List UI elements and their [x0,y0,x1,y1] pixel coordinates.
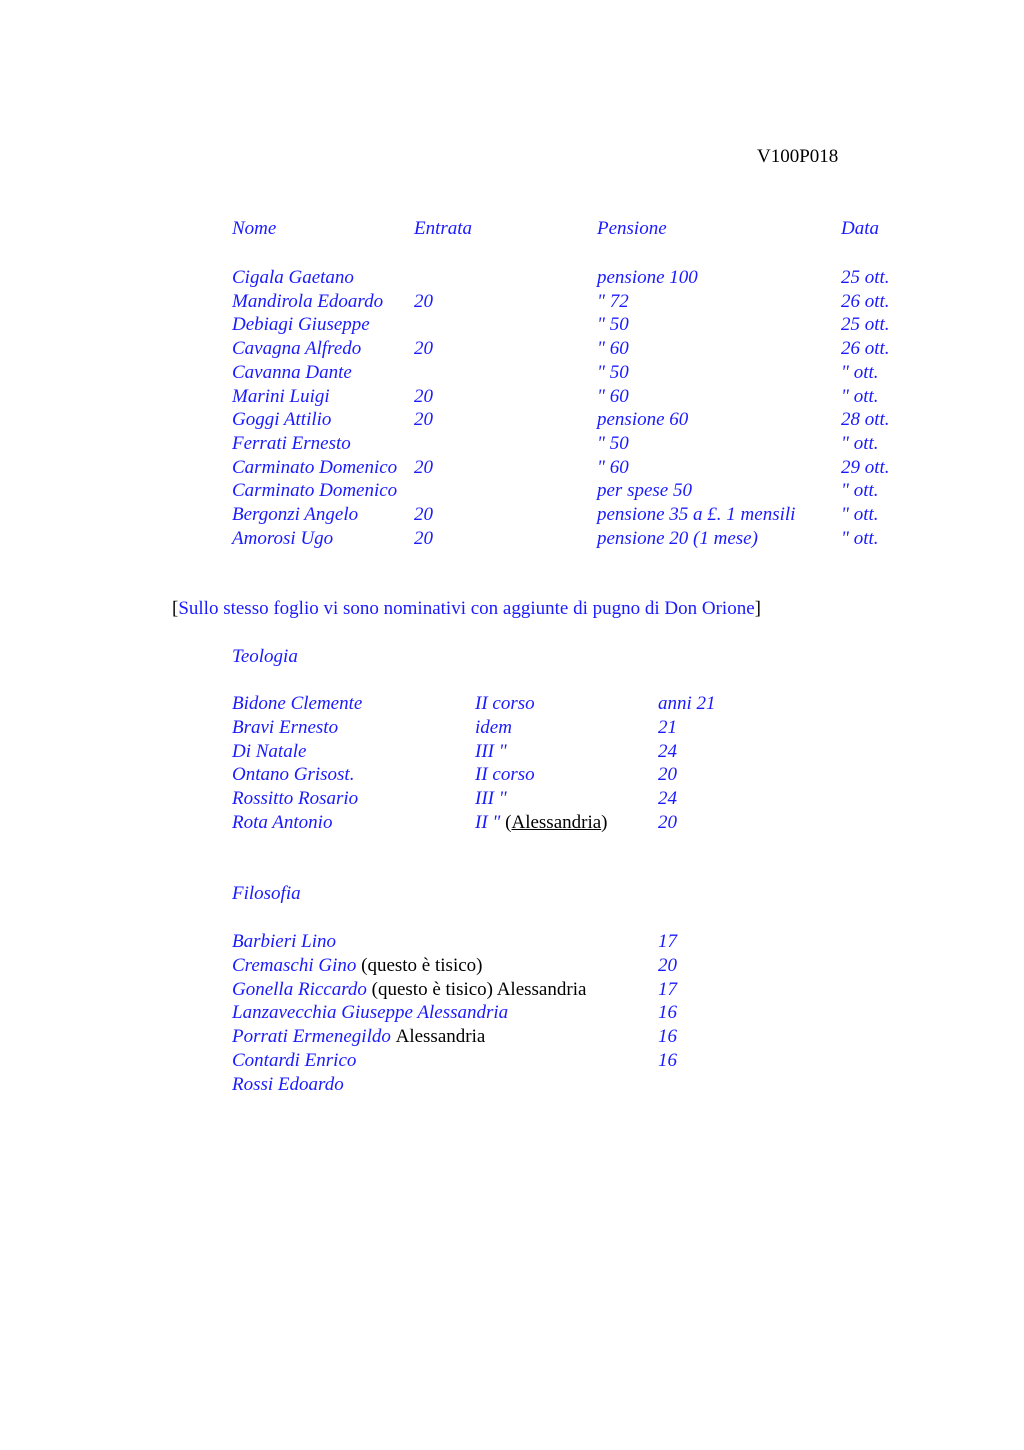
filosofia-annotation: (questo è tisico) Alessandria [371,979,587,1000]
filosofia-name-cell [232,1049,356,1073]
ledger-data: 26 ott. [841,338,890,359]
filosofia-name-cell [232,1073,344,1097]
ledger-row [0,479,1024,503]
teologia-name: Rossitto Rosario [232,788,359,809]
ledger-pensione: pensione 100 [597,267,698,288]
ledger-data: " ott. [841,362,879,383]
teologia-age: 24 [658,788,677,809]
ledger-data: " ott. [841,480,879,501]
teologia-course [475,763,535,787]
teologia-course-paren-open: ( [505,812,512,833]
teologia-age: 20 [658,812,677,833]
teologia-course-value: idem [475,717,512,738]
ledger-pensione: " 60 [597,386,629,407]
teologia-course [475,692,535,716]
ledger-data: " ott. [841,433,879,454]
section-title-teologia: Teologia [232,646,298,667]
ledger-row [0,361,1024,385]
filosofia-row [0,930,1024,954]
ledger-nome: Cavanna Dante [232,362,352,383]
filosofia-name: Rossi Edoardo [232,1074,344,1095]
ledger-pensione: pensione 20 (1 mese) [597,528,758,549]
ledger-nome: Marini Luigi [232,386,330,407]
ledger-row [0,337,1024,361]
teologia-name: Bidone Clemente [232,693,363,714]
ledger-nome: Amorosi Ugo [232,528,334,549]
filosofia-row [0,978,1024,1002]
teologia-course [475,787,507,811]
filosofia-annotation: (questo è tisico) [361,955,483,976]
ledger-entrata: 20 [414,291,433,312]
note-text: Sullo stesso foglio vi sono nominativi con aggiunte di pugno di Don Orione [178,598,755,619]
teologia-row [0,763,1024,787]
teologia-row [0,811,1024,835]
ledger-pensione: " 50 [597,433,629,454]
ledger-pensione: " 50 [597,362,629,383]
teologia-course-paren-close: ) [601,812,608,833]
teologia-row [0,692,1024,716]
filosofia-name: Cremaschi Gino [232,955,357,976]
filosofia-name: Porrati Ermenegildo [232,1026,391,1047]
ledger-data: 29 ott. [841,457,890,478]
note-open-bracket: [ [172,598,179,619]
ledger-header-row [0,217,1024,241]
filosofia-name-cell [232,1001,508,1025]
note-close-bracket: ] [754,598,761,619]
ledger-row [0,408,1024,432]
teologia-age: 21 [658,717,677,738]
filosofia-age: 20 [658,955,677,976]
teologia-course-place: Alessandria [511,812,602,833]
ledger-row [0,290,1024,314]
ledger-pensione: " 60 [597,457,629,478]
ledger-nome: Goggi Attilio [232,409,332,430]
filosofia-age: 16 [658,1026,677,1047]
filosofia-age: 17 [658,931,677,952]
ledger-entrata: 20 [414,338,433,359]
teologia-course [475,740,507,764]
ledger-pensione: " 60 [597,338,629,359]
ledger-pensione: pensione 60 [597,409,689,430]
ledger-entrata: 20 [414,504,433,525]
filosofia-name-cell [232,930,336,954]
teologia-row [0,787,1024,811]
ledger-pensione: per spese 50 [597,480,692,501]
teologia-name: Di Natale [232,741,307,762]
teologia-name: Ontano Grisost. [232,764,355,785]
ledger-nome: Cigala Gaetano [232,267,354,288]
filosofia-name: Contardi Enrico [232,1050,357,1071]
ledger-row [0,313,1024,337]
teologia-course [475,716,512,740]
ledger-row [0,527,1024,551]
page-id: V100P018 [757,146,839,167]
filosofia-name-cell [232,954,482,978]
ledger-pensione: " 72 [597,291,629,312]
filosofia-name: Gonella Riccardo [232,979,367,1000]
teologia-name: Bravi Ernesto [232,717,339,738]
ledger-row [0,385,1024,409]
filosofia-row [0,1049,1024,1073]
teologia-age: anni 21 [658,693,716,714]
ledger-nome: Mandirola Edoardo [232,291,384,312]
teologia-course-value: II corso [475,693,535,714]
ledger-entrata: 20 [414,528,433,549]
teologia-row [0,740,1024,764]
filosofia-row [0,954,1024,978]
ledger-pensione: " 50 [597,314,629,335]
teologia-name: Rota Antonio [232,812,333,833]
filosofia-name-cell [232,1025,485,1049]
filosofia-name-cell [232,978,586,1002]
ledger-nome: Cavagna Alfredo [232,338,362,359]
teologia-age: 24 [658,741,677,762]
editorial-note [172,597,761,621]
teologia-age: 20 [658,764,677,785]
ledger-pensione: pensione 35 a £. 1 mensili [597,504,796,525]
ledger-nome: Debiagi Giuseppe [232,314,370,335]
ledger-row [0,456,1024,480]
section-title-filosofia: Filosofia [232,883,301,904]
teologia-course-value: III " [475,741,507,762]
ledger-data: 28 ott. [841,409,890,430]
ledger-entrata: 20 [414,457,433,478]
header-data: Data [841,218,879,239]
ledger-data: " ott. [841,504,879,525]
ledger-data: 26 ott. [841,291,890,312]
header-nome: Nome [232,218,277,239]
ledger-entrata: 20 [414,409,433,430]
teologia-row [0,716,1024,740]
teologia-course-value: III " [475,788,507,809]
header-pensione: Pensione [597,218,667,239]
teologia-course [475,811,608,835]
filosofia-annotation: Alessandria [395,1026,486,1047]
filosofia-name: Barbieri Lino [232,931,336,952]
ledger-row [0,432,1024,456]
ledger-row [0,266,1024,290]
ledger-nome: Ferrati Ernesto [232,433,351,454]
ledger-nome: Carminato Domenico [232,457,398,478]
ledger-data: " ott. [841,386,879,407]
ledger-nome: Carminato Domenico [232,480,398,501]
ledger-data: " ott. [841,528,879,549]
teologia-course-value: II corso [475,764,535,785]
ledger-data: 25 ott. [841,314,890,335]
ledger-entrata: 20 [414,386,433,407]
filosofia-age: 16 [658,1050,677,1071]
header-entrata: Entrata [414,218,473,239]
teologia-course-value: II " [475,812,501,833]
filosofia-name: Lanzavecchia Giuseppe Alessandria [232,1002,509,1023]
filosofia-row [0,1073,1024,1097]
ledger-data: 25 ott. [841,267,890,288]
ledger-row [0,503,1024,527]
filosofia-row [0,1001,1024,1025]
filosofia-age: 17 [658,979,677,1000]
filosofia-age: 16 [658,1002,677,1023]
ledger-nome: Bergonzi Angelo [232,504,359,525]
filosofia-row [0,1025,1024,1049]
